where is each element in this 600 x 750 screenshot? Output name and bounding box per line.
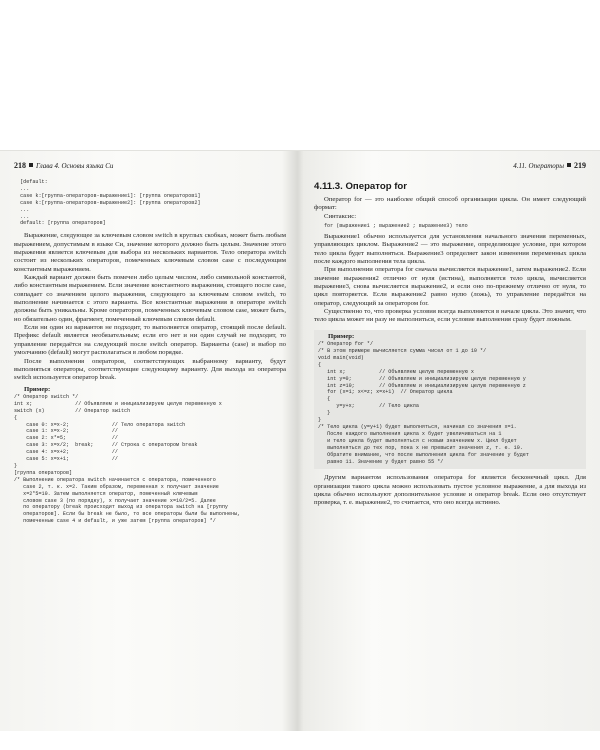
code-line: помеченные case 4 и default, и уже затем [группа операторов] */ — [14, 518, 216, 525]
code-line: for (x=1; x<=z; x=x+1) // Оператор цикла — [318, 389, 453, 396]
code-line: словом case 3 (по порядку), x получает значение x=10/2=5. Далее — [14, 497, 216, 504]
code-line: case 1: x=x-2; // — [14, 428, 118, 435]
right-running-title: 4.11. Операторы — [513, 162, 564, 170]
left-example-label: Пример: — [24, 385, 51, 393]
paragraph: Каждый вариант должен быть помечен либо целым числом, либо символьной константой, либо константным выражением. Если значение константного выражения, стоящего после case, совпадает со значением целого выражения, следующего за ключевым словом switch, то выполнение начинается с этого варианта. Все константные выражения в операторе switch должны быть уникальны. Кроме операторов, помеченных ключевым словом case, может быть, но обязательно один, фрагмент, помеченный ключевым словом default. — [14, 274, 286, 323]
code-line: /* Оператор for */ — [318, 341, 374, 348]
code-line: операторов]. Если бы break не было, то все операторы были бы выполнены, — [14, 511, 241, 518]
code-line: default: [группа операторов] — [14, 220, 106, 227]
code-line: [default: — [14, 179, 48, 185]
right-closing-paragraphs — [314, 474, 586, 507]
code-line: выполняться до тех пор, пока x не превысит значения z, т. е. 10. — [318, 444, 523, 451]
code-line: /* В этом примере вычисляется сумма чисел от 1 до 10 */ — [318, 348, 487, 355]
paragraph: Выражение1 обычно используется для установления начального значения переменных, управляющих циклом. Выражение2 — это выражение, определяющее условие, при котором тело цикла будет выполняться. Выражение3 определяет закон изменения переменных цикла после каждого выполнения тела цикла. — [314, 232, 586, 265]
code-line: case k:[группа-операторов-выражение2]: [группа операторов2] — [14, 199, 201, 206]
example-box — [314, 330, 586, 470]
code-line: } — [318, 410, 331, 417]
right-code-example — [318, 341, 582, 465]
code-line: ... — [14, 213, 30, 220]
left-page — [0, 151, 298, 731]
paragraph: Оператор for — это наиболее общий способ организации цикла. Он имеет следующий формат: — [314, 196, 586, 212]
code-line: /* Тело цикла (y=y+1) будет выполняться, начиная со значения x=1. — [318, 424, 517, 430]
code-line: { — [14, 414, 18, 421]
code-line: { — [318, 361, 322, 368]
code-line: /* Выполнение оператора switch начинается с оператора, помеченного — [14, 476, 216, 483]
code-line: } — [14, 463, 18, 469]
code-line: int z=10; // Объявляем и инициализируем целую переменную z — [318, 382, 526, 389]
left-code-top — [14, 179, 286, 227]
paragraph: Другим вариантом использования оператора for является бесконечный цикл. Для организации такого цикла можно использовать пустое условное выражение, а для выхода из цикла обычно используют дополнительное условие и оператор break. Если оно отсутствует проверка, т. е. выражение2, то считается, что оно всегда истинно. — [314, 474, 586, 507]
code-line: по оператору (break происходит выход из оператора switch на [группу — [14, 504, 228, 511]
square-bullet-icon — [567, 163, 571, 167]
right-intro-paragraphs — [314, 196, 586, 221]
paragraph: При выполнении оператора for сначала вычисляется выражение1, затем выражение2. Если значение выражения2 отлично от нуля (истина), выполняется тело цикла, вычисляется выражение3, снова вычисляется выражение2, и если оно по-прежнему отлично от нуля, то цикл повторяется. Если выражение2 равно нулю (ложь), то управление передаётся на оператор, следующий за оператором for. — [314, 266, 586, 307]
code-line: int y=0; // Объявляем и инициализируем целую переменную y — [318, 375, 526, 382]
section-title: 4.11.3. Оператор for — [314, 181, 408, 192]
code-line: ... — [14, 185, 30, 192]
right-paragraphs — [314, 233, 586, 325]
paragraph: После выполнения операторов, соответствующих выбранному варианту, будут выполняться операторы, соответствующие следующему варианту. Для выхода из оператора switch используется оператор break. — [14, 357, 286, 382]
left-paragraphs — [14, 232, 286, 382]
code-line: switch (x) // Оператор switch — [14, 407, 131, 414]
paragraph: Синтаксис: — [324, 212, 357, 220]
code-line: case 0: x=x-2; // Тело оператора switch — [14, 421, 186, 428]
right-page-content — [314, 179, 586, 508]
book-spread — [0, 150, 600, 731]
code-line: int x; // Объявляем целую переменную x — [318, 368, 474, 375]
right-page-number: 219 — [574, 161, 586, 170]
code-line: case 2: x*=5; // — [14, 435, 118, 442]
code-line: Обратите внимание, что после выполнения цикла for значение y будет — [318, 451, 529, 458]
paragraph: Существенно то, что проверка условия всегда выполняется в начале цикла. Это значит, что тело цикла может ни разу не выполниться, если условие выполнения сразу будет ложным. — [314, 308, 586, 324]
left-page-number: 218 — [14, 161, 26, 170]
square-bullet-icon — [29, 163, 33, 167]
code-line: case 5: x=x+1; // — [14, 456, 118, 463]
left-page-content — [14, 179, 286, 525]
syntax-line: for (выражение1 ; выражение2 ; выражение3) тело — [324, 223, 468, 230]
code-line: После каждого выполнения цикла x будет увеличиваться на 1 — [318, 430, 502, 437]
right-page — [302, 151, 600, 731]
right-running-head — [316, 161, 586, 173]
code-line: и тело цикла будет выполняться с новым значением x. Цикл будет — [318, 437, 517, 444]
code-line: [группа операторов] — [14, 469, 73, 476]
code-line: y=y+x; // Тело цикла — [318, 403, 419, 410]
code-line: { — [318, 396, 331, 403]
code-line: ... — [14, 206, 30, 213]
code-line: равно 11. Значение y будет равно 55 */ — [318, 458, 444, 465]
left-running-title: Глава 4. Основы языка Си — [36, 162, 114, 170]
code-line: x=2*5=10. Затем выполняется оператор, помеченный ключевым — [14, 490, 198, 497]
code-line: } — [318, 417, 322, 424]
left-code-example — [14, 394, 286, 525]
left-running-head — [14, 161, 284, 173]
paragraph: Если ни один из вариантов не подходит, то выполняется оператор, стоящий после default. Префикс default является необязательным; если его нет и ни один случай не подходит, то управление передаётся на следующий после switch оператор. Варианты (case) и выбор по умолчанию (default) могут располагаться в любом порядке. — [14, 324, 286, 357]
right-example-label: Пример: — [328, 332, 355, 340]
code-line: void main(void) — [318, 354, 364, 361]
paragraph: Выражение, следующее за ключевым словом switch в круглых скобках, может быть любым выражением, допустимым в языке Си, значение которого должно быть целым. Значение этого выражения является ключевым для выбора из нескольких вариантов. Тело оператора switch состоит из нескольких операторов, помеченных ключевым словом case с последующим константным выражением. — [14, 232, 286, 273]
code-line: case 3: x=x/2; break; // Строка с оператором break — [14, 442, 198, 449]
code-line: case 2, т. к. x=2. Таким образом, переменная x получает значение — [14, 483, 219, 490]
code-line: int x; // Объявляем и инициализируем целую переменную x — [14, 400, 222, 407]
code-line: /* Оператор switch */ — [14, 393, 79, 400]
code-line: case 4: x=x+2; // — [14, 449, 118, 456]
code-line: case k:[группа-операторов-выражение1]: [группа операторов1] — [14, 192, 201, 199]
